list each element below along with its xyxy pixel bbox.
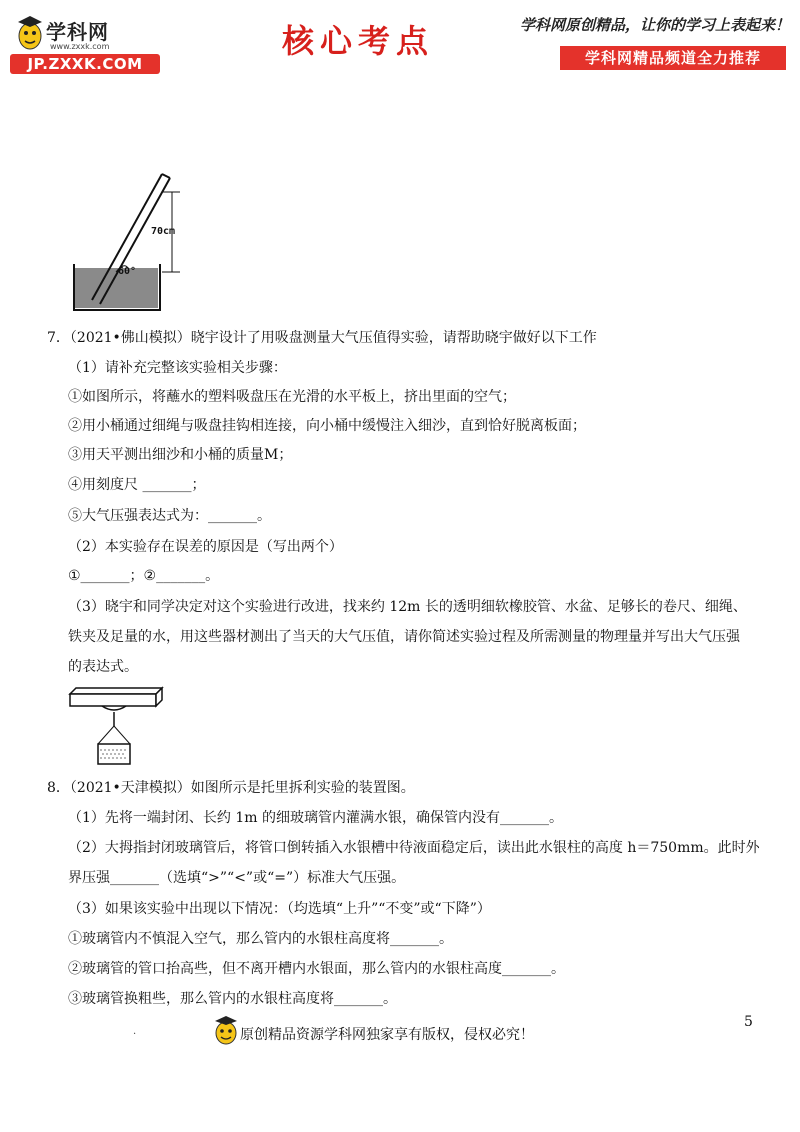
q8-part1: （1）先将一端封闭、长约 1m 的细玻璃管内灌满水银，确保管内没有_______。 [68, 810, 563, 826]
q7-part3-line3: 的表达式。 [68, 659, 138, 675]
string-right [114, 726, 130, 744]
q7-stem: 7．（2021•佛山模拟）晓宇设计了用吸盘测量大气压值得实验，请帮助晓宇做好以下工作 [47, 330, 597, 346]
logo-subtext: www.zxxk.com [50, 42, 110, 51]
page-number: 5 [744, 1014, 753, 1030]
q7-step2: ②用小桶通过细绳与吸盘挂钩相连接，向小桶中缓慢注入细沙，直到恰好脱离板面； [68, 418, 586, 434]
height-label: 70cm [151, 226, 176, 237]
string-left [98, 726, 114, 744]
board-top [70, 688, 162, 694]
tube-top [162, 174, 170, 178]
q8-case3: ③玻璃管换粗些，那么管内的水银柱高度将_______。 [68, 991, 397, 1007]
q8-case1: ①玻璃管内不慎混入空气，那么管内的水银柱高度将_______。 [68, 931, 453, 947]
q7-step5: ⑤大气压强表达式为：_______。 [68, 508, 271, 524]
header-title: 核心考点 [282, 22, 435, 60]
copyright-text: 原创精品资源学科网独家享有版权，侵权必究！ [240, 1027, 534, 1043]
q7-part3-line1: （3）晓宇和同学决定对这个实验进行改进，找来约 12m 长的透明细软橡胶管、水盆、足够长的卷尺、细绳、 [68, 599, 747, 615]
channel-banner: 学科网精品频道全力推荐 [560, 46, 786, 70]
logo-text: 学科网 [46, 20, 109, 44]
q8-part2-line2: 界压强_______（选填“>”“<”或“=”）标准大气压强。 [68, 870, 406, 886]
mascot-icon [14, 14, 46, 52]
header-slogan: 学科网原创精品，让你的学习上表起来！ [520, 16, 791, 34]
q7-step4: ④用刻度尺 _______； [68, 477, 206, 493]
angle-label: 60° [118, 266, 137, 277]
logo-url-banner: JP.ZXXK.COM [10, 54, 160, 74]
suction-cup-figure [68, 686, 168, 768]
torricelli-inclined-figure [70, 168, 190, 316]
q8-part3: （3）如果该实验中出现以下情况：（均选填“上升”“不变”或“下降”） [68, 901, 491, 917]
mascot-icon [210, 1014, 242, 1046]
page-header [0, 0, 800, 80]
q7-step3: ③用天平测出细沙和小桶的质量M； [68, 447, 293, 463]
footer-dot: . [133, 1026, 137, 1037]
board-front [70, 694, 156, 706]
q7-step1: ①如图所示，将蘸水的塑料吸盘压在光滑的水平板上，挤出里面的空气； [68, 389, 516, 405]
q8-part2-line1: （2）大拇指封闭玻璃管后，将管口倒转插入水银槽中待液面稳定后，读出此水银柱的高度 h＝750mm。此时外 [68, 840, 760, 856]
q7-part1: （1）请补充完整该实验相关步骤： [68, 360, 287, 376]
zxxk-logo [10, 14, 160, 76]
q8-stem: 8．（2021•天津模拟）如图所示是托里拆利实验的装置图。 [47, 780, 415, 796]
q7-part3-line2: 铁夹及足量的水，用这些器材测出了当天的大气压值，请你简述实验过程及所需测量的物理量并写出大气压强 [68, 629, 740, 645]
page-footer [0, 1010, 800, 1050]
q7-part2: （2）本实验存在误差的原因是（写出两个） [68, 539, 343, 555]
q7-part2-blanks: ①_______；②_______。 [68, 568, 220, 584]
q8-case2: ②玻璃管的管口抬高些，但不离开槽内水银面，那么管内的水银柱高度_______。 [68, 961, 565, 977]
